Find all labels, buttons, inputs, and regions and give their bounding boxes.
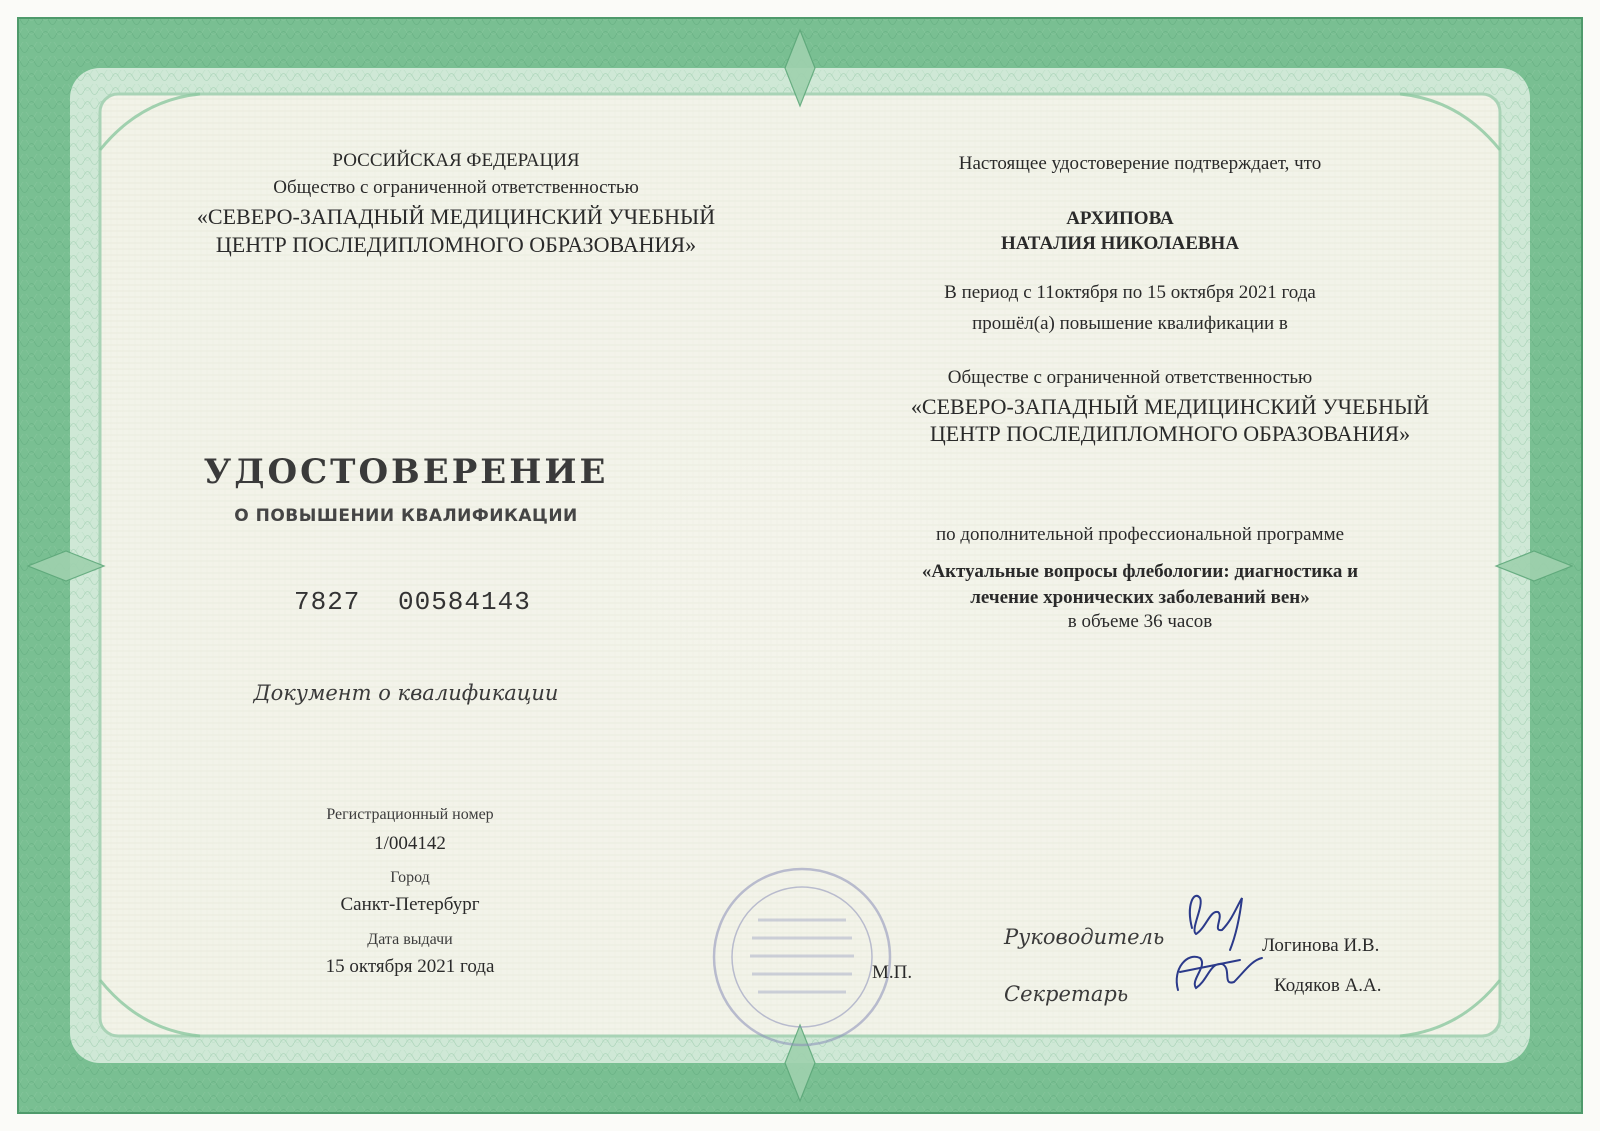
right-org-line1: Обществе с ограниченной ответственностью	[947, 367, 1313, 388]
left-org-line2: «СЕВЕРО-ЗАПАДНЫЙ МЕДИЦИНСКИЙ УЧЕБНЫЙ	[196, 204, 716, 229]
document-number: 00584143	[398, 587, 531, 617]
training-period: В период с 11октября по 15 октября 2021 года	[944, 282, 1316, 303]
left-org-line1: Общество с ограниченной ответственностью	[273, 177, 639, 198]
secretary-name: Кодяков А.А.	[1274, 975, 1382, 996]
document-title: УДОСТОВЕРЕНИЕ	[203, 452, 609, 492]
right-org-line2: «СЕВЕРО-ЗАПАДНЫЙ МЕДИЦИНСКИЙ УЧЕБНЫЙ	[910, 394, 1430, 419]
secretary-label: Секретарь	[1004, 982, 1129, 1006]
document-type: Документ о квалификации	[253, 681, 559, 705]
training-passed: прошёл(а) повышение квалификации в	[972, 313, 1288, 334]
program-title-line1: «Актуальные вопросы флебологии: диагностика и	[921, 561, 1359, 582]
left-org-line3: ЦЕНТР ПОСЛЕДИПЛОМНОГО ОБРАЗОВАНИЯ»	[215, 232, 697, 257]
recipient-given-names: НАТАЛИЯ НИКОЛАЕВНА	[1000, 233, 1240, 254]
stamp-place-label: М.П.	[872, 962, 913, 983]
right-org-line3: ЦЕНТР ПОСЛЕДИПЛОМНОГО ОБРАЗОВАНИЯ»	[929, 421, 1411, 446]
reg-value: 1/004142	[374, 833, 446, 854]
program-volume: в объеме 36 часов	[1067, 611, 1213, 632]
left-country: РОССИЙСКАЯ ФЕДЕРАЦИЯ	[332, 150, 580, 171]
program-title-line2: лечение хронических заболеваний вен»	[970, 587, 1310, 608]
document-subtitle: О ПОВЫШЕНИИ КВАЛИФИКАЦИИ	[234, 506, 578, 526]
intro-text: Настоящее удостоверение подтверждает, что	[958, 153, 1322, 174]
program-intro: по дополнительной профессиональной программе	[935, 524, 1345, 545]
date-label: Дата выдачи	[367, 931, 453, 948]
head-name: Логинова И.В.	[1262, 935, 1380, 956]
city-value: Санкт-Петербург	[340, 894, 480, 915]
document-series: 7827	[294, 587, 361, 617]
head-label: Руководитель	[1004, 925, 1165, 949]
recipient-surname: АРХИПОВА	[1066, 208, 1174, 229]
date-value: 15 октября 2021 года	[325, 956, 495, 977]
city-label: Город	[390, 869, 430, 886]
reg-label: Регистрационный номер	[326, 806, 494, 823]
